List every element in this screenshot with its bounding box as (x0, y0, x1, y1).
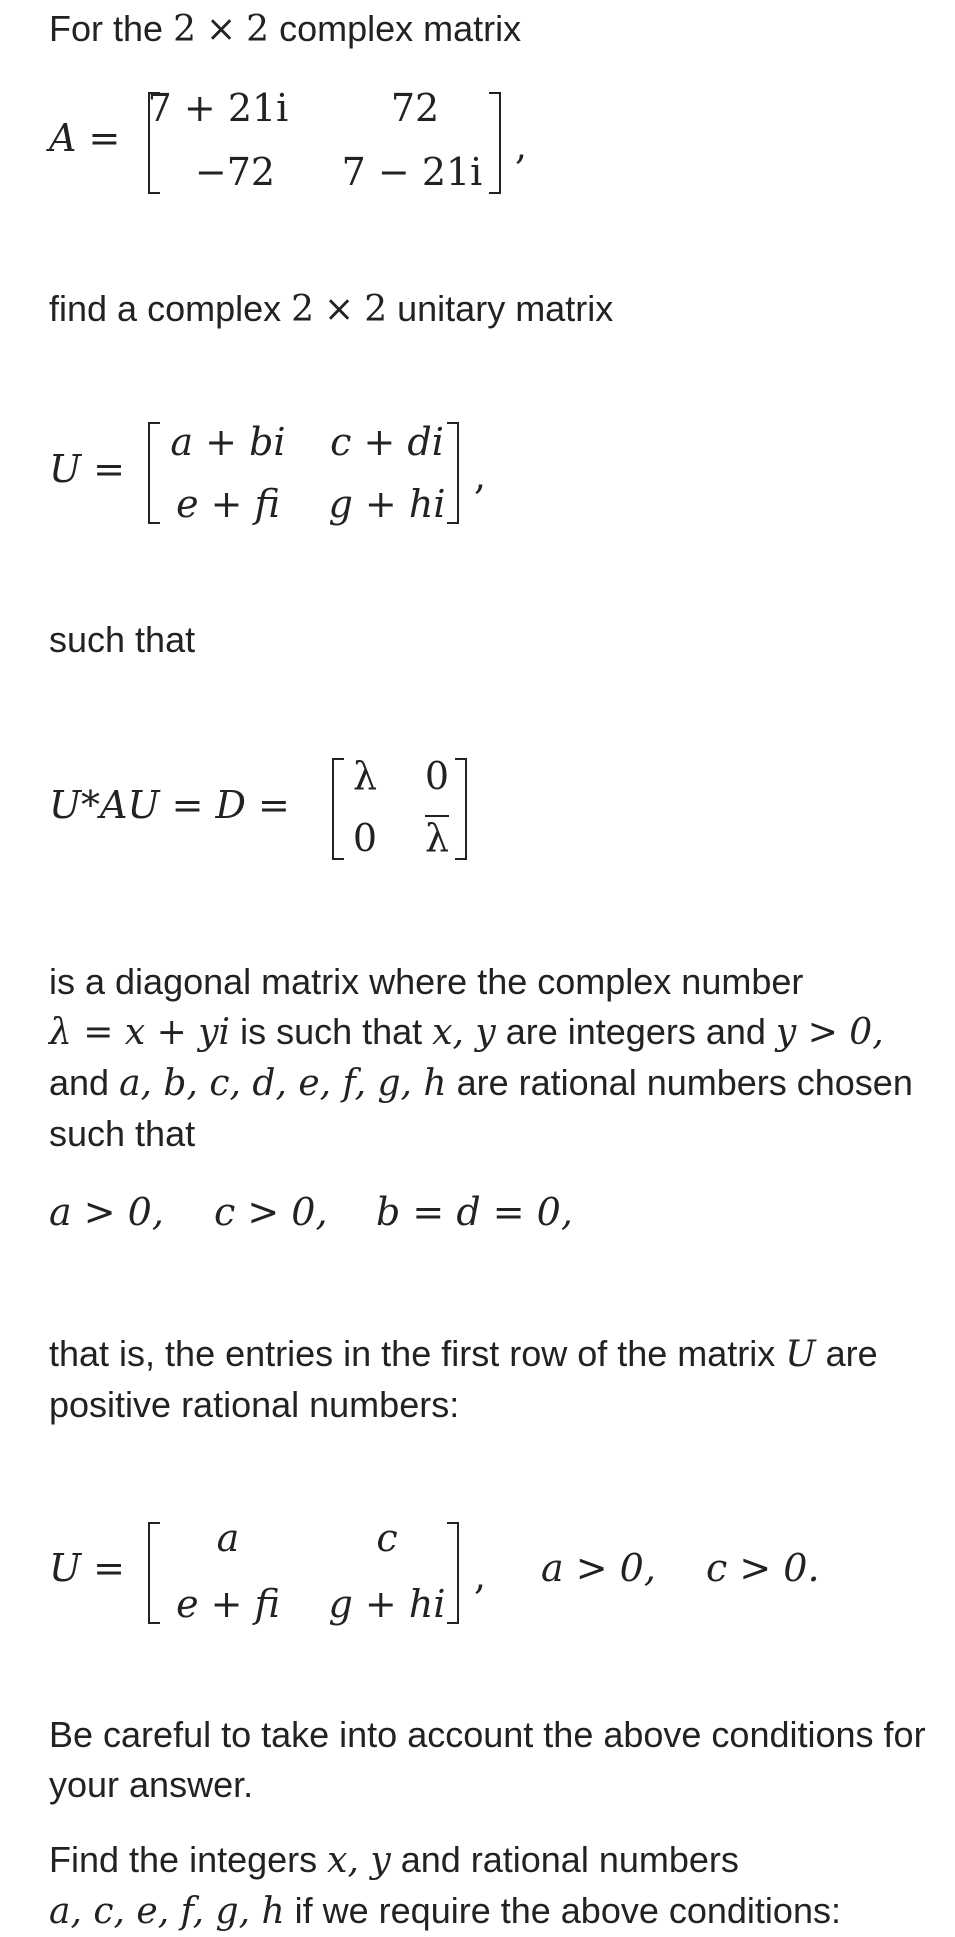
conjugate-bar (425, 815, 449, 817)
times-sign: × (205, 9, 237, 50)
dimension-rows: 2 (173, 9, 196, 50)
find-text: Find the integers (49, 1839, 328, 1880)
matrix-a-cell-12: 72 (390, 86, 440, 130)
description-line-3 (49, 1058, 913, 1109)
first-row-text: that is, the entries in the first row of the matrix (49, 1333, 786, 1374)
find-instruction (49, 1835, 841, 1937)
matrix-u-equation (0, 410, 955, 540)
first-row-line-2: positive rational numbers: (49, 1384, 460, 1425)
diagonal-equation (0, 750, 955, 870)
matrix-a-cell-22: 7 − 21i (341, 150, 483, 194)
find-text-end: if we require the above conditions: (284, 1890, 841, 1931)
condition-a: a > 0, (49, 1190, 164, 1234)
unitary-text-end: unitary matrix (387, 288, 614, 329)
diagonal-cell-12: 0 (424, 754, 450, 798)
first-row-text-end: are (815, 1333, 878, 1374)
matrix-u-restricted-cell-22: g + hi (328, 1582, 446, 1626)
description-text: are integers and (495, 1011, 776, 1052)
variables-math: a, b, c, d, e, f, g, h (119, 1063, 447, 1104)
diagonal-cell-21: 0 (352, 816, 378, 860)
description-text: are rational numbers chosen (446, 1062, 913, 1103)
unknowns-math: a, c, e, f, g, h (49, 1891, 285, 1932)
careful-line-1: Be careful to take into account the above conditions for (49, 1714, 926, 1755)
left-bracket (148, 1522, 160, 1624)
description-text: and (49, 1062, 120, 1103)
first-row-line-1 (49, 1329, 878, 1380)
intro-text: For the (49, 8, 174, 49)
first-row-description (49, 1329, 878, 1430)
intro-line (49, 4, 521, 55)
diagonal-cell-22: λ (424, 816, 450, 860)
left-bracket (148, 422, 160, 524)
matrix-a-cell-21: −72 (194, 150, 276, 194)
right-bracket (447, 1522, 459, 1624)
matrix-u-restricted-comma: , (474, 1554, 487, 1598)
matrix-u-cell-21: e + fi (176, 482, 280, 526)
careful-line-2: your answer. (49, 1764, 254, 1805)
find-line-1 (49, 1835, 841, 1886)
diagonal-cell-11: λ (352, 754, 378, 798)
matrix-u-cell-12: c + di (330, 420, 444, 464)
description-line-4: such that (49, 1113, 196, 1154)
intro-text-end: complex matrix (269, 8, 522, 49)
right-bracket (447, 422, 459, 524)
matrix-u-comma: , (474, 454, 487, 498)
dimension-cols: 2 (246, 9, 270, 50)
diagonal-lhs: U*AU = D = (49, 783, 290, 827)
condition-a: a > 0, (541, 1546, 656, 1590)
matrix-a-equation (0, 80, 955, 210)
matrix-u-cell-11: a + bi (170, 420, 286, 464)
matrix-u-cell-22: g + hi (328, 482, 446, 526)
matrix-u-lhs: U = (49, 447, 125, 491)
matrix-u-restricted-cell-11: a (216, 1516, 240, 1560)
condition-c: c > 0, (214, 1190, 328, 1234)
description-line-1: is a diagonal matrix where the complex number (49, 961, 804, 1002)
description-text: is such that (230, 1011, 433, 1052)
right-bracket (455, 758, 467, 860)
xy-math: x, y (432, 1012, 496, 1053)
y-positive-math: y > 0, (775, 1012, 884, 1053)
find-line-2 (49, 1886, 841, 1937)
matrix-a-lhs: A = (49, 116, 121, 160)
unitary-line (49, 284, 613, 335)
matrix-u-restricted-equation (0, 1510, 955, 1640)
matrix-u-restricted-lhs: U = (49, 1546, 125, 1590)
dimension-rows: 2 (291, 289, 315, 330)
matrix-u-restricted-cell-12: c (376, 1516, 398, 1560)
diagonal-description (49, 957, 913, 1159)
condition-bd: b = d = 0, (376, 1190, 573, 1234)
careful-note (49, 1710, 926, 1810)
matrix-u-symbol: U (785, 1334, 816, 1375)
dimension-cols: 2 (364, 289, 388, 330)
find-text-end: and rational numbers (390, 1839, 739, 1880)
such-that-line: such that (49, 619, 196, 660)
matrix-a-comma: , (515, 124, 528, 168)
description-line-2 (49, 1007, 913, 1058)
matrix-u-restricted-cell-21: e + fi (176, 1582, 280, 1626)
matrix-a-cell-11: 7 + 21i (147, 86, 289, 130)
left-bracket (332, 758, 344, 860)
lambda-definition: λ = x + yi (49, 1012, 231, 1053)
condition-c: c > 0. (706, 1546, 820, 1590)
unitary-text: find a complex (49, 288, 292, 329)
times-sign: × (324, 289, 355, 330)
right-bracket (489, 92, 501, 194)
xy-math: x, y (327, 1840, 391, 1881)
